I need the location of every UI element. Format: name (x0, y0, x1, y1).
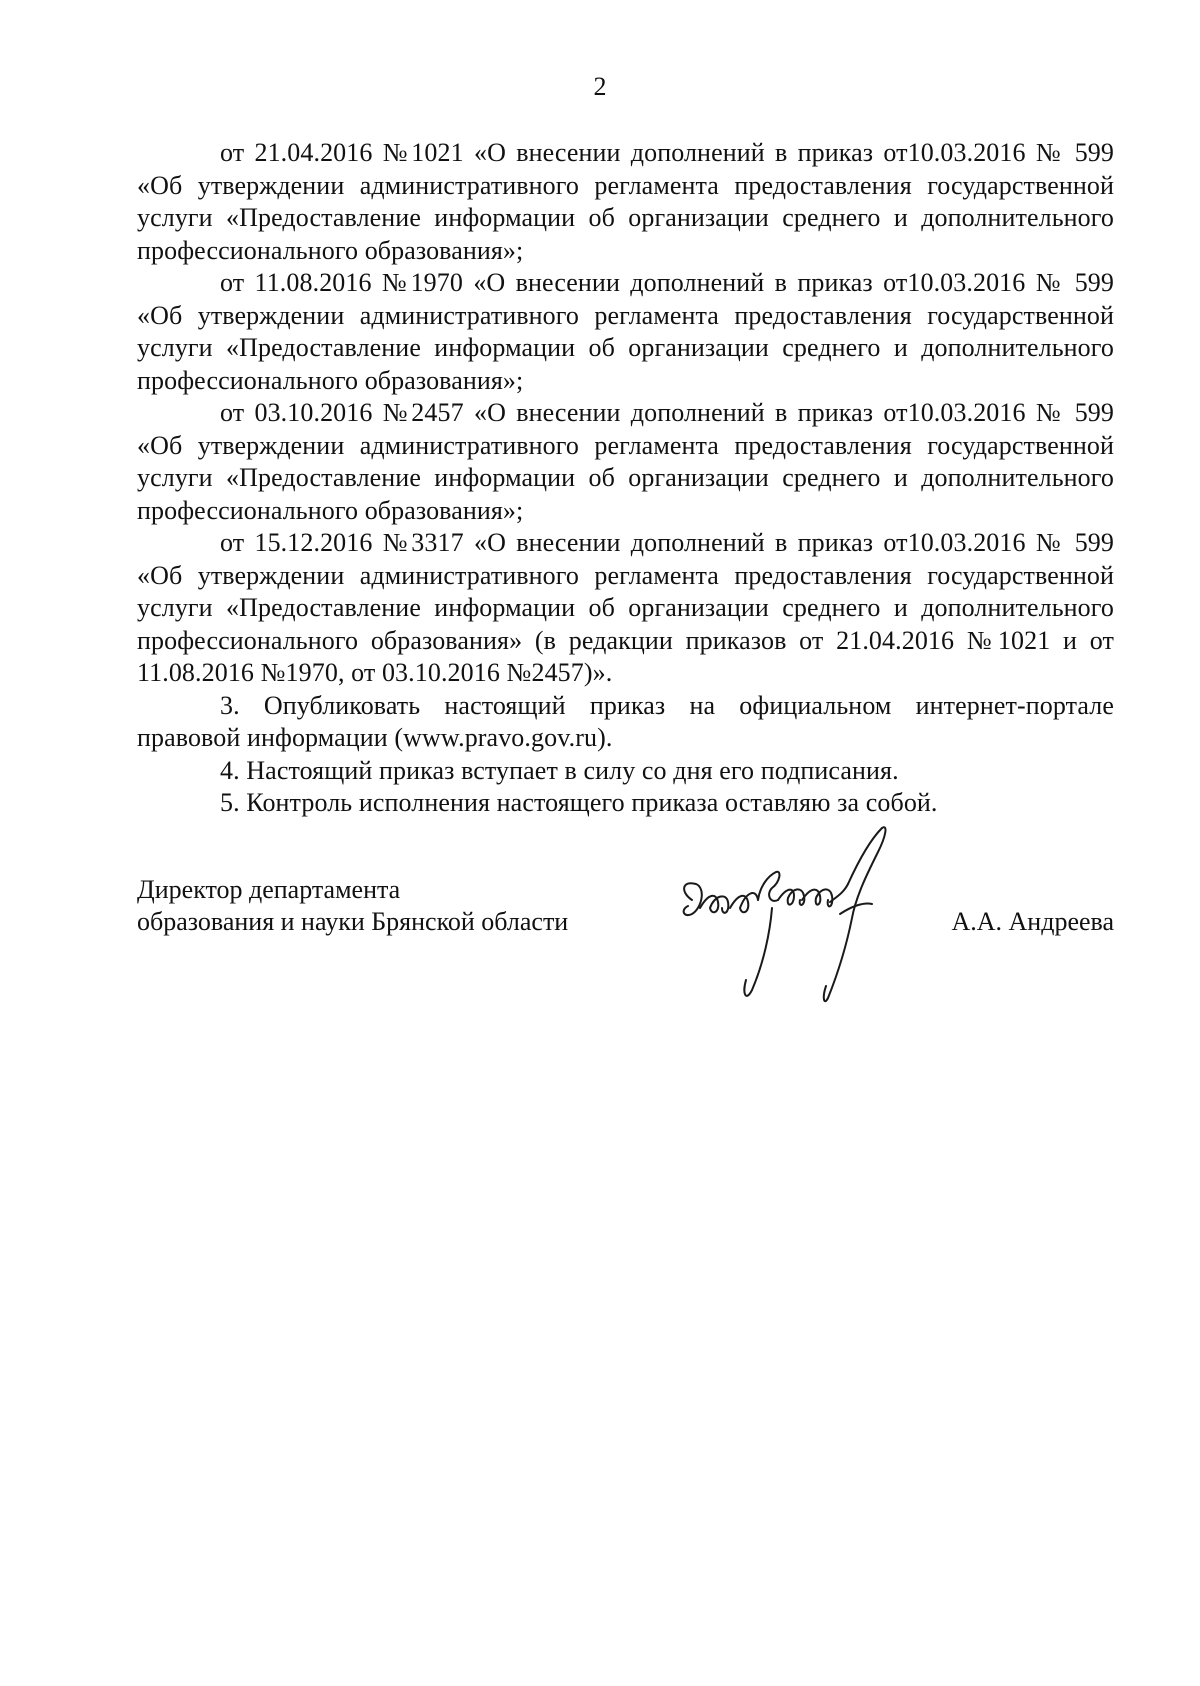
clause-4-effective-date: 4. Настоящий приказ вступает в силу со дня его подписания. (220, 755, 899, 785)
signer-position-line-2: образования и науки Брянской области (137, 907, 569, 936)
page-number: 2 (593, 72, 607, 101)
amendment-paragraph-4: от 15.12.2016 №3317 «О внесении дополнений в приказ от10.03.2016 № 599 «Об утверждении административного регламента предоставления государственной услуги «Предоставление информации об организации среднего и дополнительного профессионального образования» (в редакции приказов от 21.04.2016 №1021 и от 11.08.2016 №1970, от 03.10.2016 №2457)». (137, 528, 1114, 687)
amendment-paragraph-2: от 11.08.2016 №1970 «О внесении дополнений в приказ от10.03.2016 № 599 «Об утверждении административного регламента предоставления государственной услуги «Предоставление информации об организации среднего и дополнительного профессионального образования»; (137, 268, 1114, 395)
amendment-paragraph-1: от 21.04.2016 №1021 «О внесении дополнений в приказ от10.03.2016 № 599 «Об утверждении административного регламента предоставления государственной услуги «Предоставление информации об организации среднего и дополнительного профессионального образования»; (137, 138, 1114, 265)
clause-5-control: 5. Контроль исполнения настоящего приказа оставляю за собой. (220, 788, 938, 817)
signature-block (137, 874, 1114, 1014)
signer-position-line-1: Директор департамента (137, 875, 401, 904)
clause-3-publish: 3. Опубликовать настоящий приказ на официальном интернет-портале правовой информации (www.pravo.gov.ru). (137, 690, 1114, 752)
document-body (137, 137, 1114, 820)
signer-name: А.А. Андреева (951, 907, 1114, 936)
amendment-paragraph-3: от 03.10.2016 №2457 «О внесении дополнений в приказ от10.03.2016 № 599 «Об утверждении административного регламента предоставления государственной услуги «Предоставление информации об организации среднего и дополнительного профессионального образования»; (137, 398, 1114, 525)
handwritten-signature (672, 822, 932, 1012)
signer-position (137, 874, 637, 938)
